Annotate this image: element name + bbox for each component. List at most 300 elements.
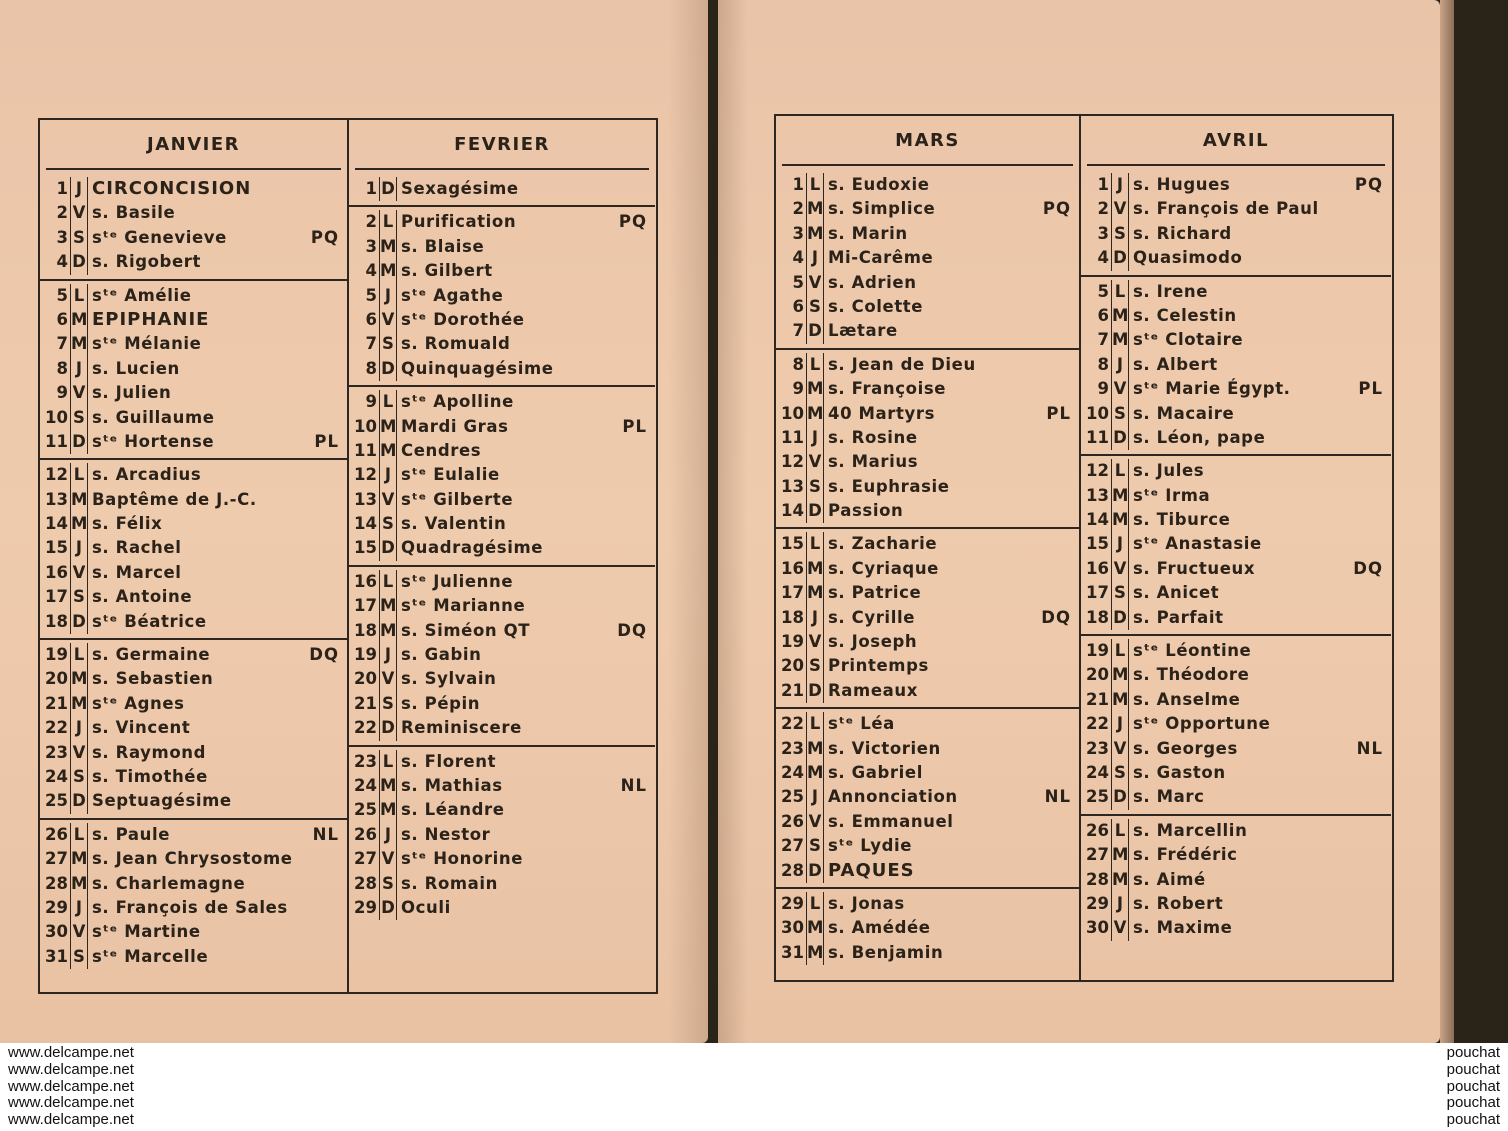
day-number: 28 bbox=[1086, 869, 1109, 889]
saint-name: CIRCONCISION bbox=[92, 178, 252, 199]
day-row bbox=[40, 284, 347, 308]
day-number: 10 bbox=[781, 403, 804, 423]
day-row bbox=[1081, 353, 1391, 377]
weekday-letter: D bbox=[806, 319, 824, 343]
weekday-letter: D bbox=[70, 250, 88, 274]
day-number: 4 bbox=[1097, 248, 1109, 268]
right-page bbox=[718, 0, 1440, 1043]
saint-name: s. Tiburce bbox=[1133, 510, 1231, 530]
day-row bbox=[349, 463, 655, 487]
weekday-letter: M bbox=[70, 512, 88, 536]
weekday-letter: M bbox=[806, 402, 824, 426]
day-number: 27 bbox=[45, 849, 68, 869]
day-row bbox=[1081, 557, 1391, 581]
day-number: 23 bbox=[781, 738, 804, 758]
saint-name: sᵗᵉ Gilberte bbox=[401, 489, 514, 509]
day-row bbox=[776, 353, 1079, 377]
saint-name: s. Paule bbox=[92, 824, 171, 844]
day-row bbox=[40, 381, 347, 405]
saint-name: s. Léandre bbox=[401, 800, 505, 820]
saint-name: s. François de Sales bbox=[92, 897, 288, 917]
day-number: 31 bbox=[45, 946, 68, 966]
saint-name: s. Jules bbox=[1133, 461, 1205, 481]
day-number: 1 bbox=[792, 175, 804, 194]
day-number: 3 bbox=[792, 223, 804, 243]
weekday-letter: S bbox=[379, 872, 397, 896]
calendar-table-march-april bbox=[774, 114, 1394, 982]
day-number: 28 bbox=[781, 860, 804, 880]
saint-name: s. Timothée bbox=[92, 766, 208, 786]
weekday-letter: J bbox=[806, 426, 824, 450]
moon-phase: PQ bbox=[1354, 175, 1383, 194]
week-block bbox=[349, 174, 655, 207]
saint-name: Lætare bbox=[828, 321, 898, 341]
weekday-letter: V bbox=[806, 630, 824, 654]
moon-phase: PQ bbox=[1042, 199, 1071, 219]
week-block bbox=[40, 174, 347, 281]
day-row bbox=[1081, 639, 1391, 663]
weekday-letter: M bbox=[806, 761, 824, 785]
weekday-letter: J bbox=[379, 284, 397, 308]
weekday-letter: J bbox=[70, 896, 88, 920]
day-number: 23 bbox=[354, 751, 377, 771]
month-title: MARS bbox=[895, 129, 960, 151]
saint-name: s. Charlemagne bbox=[92, 873, 246, 893]
saint-name: s. Cyriaque bbox=[828, 558, 939, 578]
day-row bbox=[776, 426, 1079, 450]
week-block bbox=[1081, 636, 1391, 816]
day-number: 21 bbox=[781, 680, 804, 700]
day-row bbox=[349, 896, 655, 920]
day-row bbox=[349, 716, 655, 740]
saint-name: sᵗᵉ Léontine bbox=[1133, 641, 1252, 661]
saint-name: Mardi Gras bbox=[401, 416, 509, 436]
day-number: 25 bbox=[1086, 787, 1109, 807]
day-row bbox=[349, 594, 655, 618]
day-row bbox=[776, 295, 1079, 319]
week-block bbox=[776, 350, 1079, 530]
day-number: 3 bbox=[56, 227, 68, 247]
day-row bbox=[776, 377, 1079, 401]
saint-name: s. Jean Chrysostome bbox=[92, 849, 293, 869]
day-number: 24 bbox=[1086, 762, 1109, 782]
saint-name: s. Pépin bbox=[401, 693, 481, 713]
weekday-letter: D bbox=[1111, 246, 1129, 270]
weekday-letter: V bbox=[70, 561, 88, 585]
day-row bbox=[776, 630, 1079, 654]
weekday-letter: J bbox=[1111, 532, 1129, 556]
day-row bbox=[776, 941, 1079, 965]
day-row bbox=[40, 585, 347, 609]
weekday-letter: S bbox=[1111, 222, 1129, 246]
day-number: 27 bbox=[781, 836, 804, 856]
saint-name: s. Marc bbox=[1133, 787, 1205, 807]
day-row bbox=[776, 834, 1079, 858]
weekday-letter: L bbox=[1111, 639, 1129, 663]
day-row bbox=[349, 439, 655, 463]
day-number: 14 bbox=[1086, 510, 1109, 530]
month-column-janvier bbox=[40, 120, 347, 992]
day-number: 29 bbox=[781, 893, 804, 913]
saint-name: sᵗᵉ Agnes bbox=[92, 693, 185, 713]
day-row bbox=[776, 450, 1079, 474]
day-row bbox=[1081, 916, 1391, 940]
day-row bbox=[1081, 173, 1391, 197]
day-number: 18 bbox=[354, 620, 377, 640]
day-row bbox=[1081, 246, 1391, 270]
day-number: 4 bbox=[56, 252, 68, 272]
weekday-letter: D bbox=[379, 177, 397, 201]
weekday-letter: L bbox=[70, 643, 88, 667]
day-number: 26 bbox=[1086, 820, 1109, 840]
weekday-letter: S bbox=[806, 834, 824, 858]
day-row bbox=[776, 271, 1079, 295]
weekday-letter: D bbox=[70, 430, 88, 454]
weekday-letter: V bbox=[806, 271, 824, 295]
day-row bbox=[349, 488, 655, 512]
watermark-line: pouchat bbox=[1446, 1111, 1500, 1129]
day-number: 26 bbox=[354, 824, 377, 844]
day-number: 11 bbox=[781, 427, 804, 447]
moon-phase: NL bbox=[312, 824, 339, 844]
weekday-letter: D bbox=[379, 896, 397, 920]
day-number: 17 bbox=[45, 587, 68, 607]
day-number: 5 bbox=[56, 285, 68, 305]
saint-name: Septuagésime bbox=[92, 791, 232, 811]
moon-phase: DQ bbox=[1353, 558, 1383, 578]
day-number: 16 bbox=[45, 562, 68, 582]
day-number: 20 bbox=[781, 656, 804, 676]
moon-phase: PQ bbox=[618, 212, 647, 232]
day-row bbox=[349, 619, 655, 643]
saint-name: s. Frédéric bbox=[1133, 845, 1238, 865]
saint-name: s. Adrien bbox=[828, 272, 917, 292]
weekday-letter: M bbox=[806, 197, 824, 221]
weekday-letter: M bbox=[70, 847, 88, 871]
day-number: 22 bbox=[45, 718, 68, 738]
weekday-letter: D bbox=[379, 716, 397, 740]
day-row bbox=[40, 201, 347, 225]
weekday-letter: D bbox=[379, 536, 397, 560]
saint-name: s. Guillaume bbox=[92, 407, 215, 427]
day-row bbox=[776, 222, 1079, 246]
month-title: FEVRIER bbox=[454, 133, 550, 155]
day-number: 7 bbox=[56, 334, 68, 354]
day-number: 16 bbox=[1086, 558, 1109, 578]
day-row bbox=[349, 390, 655, 414]
day-row bbox=[1081, 280, 1391, 304]
day-row bbox=[1081, 712, 1391, 736]
saint-name: s. Anselme bbox=[1133, 689, 1241, 709]
day-number: 22 bbox=[781, 714, 804, 734]
saint-name: s. Florent bbox=[401, 751, 497, 771]
day-row bbox=[1081, 868, 1391, 892]
watermark-line: www.delcampe.net bbox=[8, 1044, 134, 1061]
month-column-mars bbox=[776, 116, 1079, 980]
saint-name: s. Parfait bbox=[1133, 607, 1224, 627]
day-row bbox=[349, 750, 655, 774]
moon-phase: PL bbox=[314, 431, 339, 451]
saint-name: Sexagésime bbox=[401, 179, 519, 198]
day-row bbox=[776, 737, 1079, 761]
day-number: 8 bbox=[792, 354, 804, 374]
day-row bbox=[349, 774, 655, 798]
saint-name: Oculi bbox=[401, 897, 451, 917]
day-row bbox=[776, 402, 1079, 426]
weekday-letter: V bbox=[1111, 557, 1129, 581]
saint-name: s. Victorien bbox=[828, 738, 941, 758]
watermark-line: www.delcampe.net bbox=[8, 1077, 134, 1095]
day-row bbox=[776, 581, 1079, 605]
calendar-table-january-february bbox=[38, 118, 658, 994]
day-number: 7 bbox=[792, 321, 804, 341]
saint-name: s. Gabriel bbox=[828, 762, 923, 782]
day-number: 26 bbox=[45, 824, 68, 844]
weekday-letter: L bbox=[806, 892, 824, 916]
day-number: 5 bbox=[792, 272, 804, 292]
saint-name: Passion bbox=[828, 501, 904, 521]
day-row bbox=[1081, 304, 1391, 328]
weekday-letter: D bbox=[806, 499, 824, 523]
weekday-letter: M bbox=[1111, 688, 1129, 712]
weekday-letter: J bbox=[1111, 353, 1129, 377]
weekday-letter: M bbox=[806, 222, 824, 246]
day-number: 14 bbox=[354, 514, 377, 534]
day-number: 24 bbox=[354, 775, 377, 795]
saint-name: s. Rosine bbox=[828, 427, 918, 447]
day-row bbox=[40, 177, 347, 201]
day-number: 25 bbox=[45, 791, 68, 811]
saint-name: s. Gaston bbox=[1133, 762, 1226, 782]
saint-name: s. Cyrille bbox=[828, 607, 915, 627]
day-number: 16 bbox=[354, 571, 377, 591]
day-number: 30 bbox=[45, 922, 68, 942]
day-row bbox=[776, 859, 1079, 883]
day-number: 5 bbox=[365, 285, 377, 305]
weekday-letter: V bbox=[1111, 377, 1129, 401]
day-row bbox=[1081, 532, 1391, 556]
weekday-letter: S bbox=[70, 585, 88, 609]
day-number: 21 bbox=[354, 693, 377, 713]
saint-name: s. Blaise bbox=[401, 236, 485, 256]
day-row bbox=[1081, 606, 1391, 630]
saint-name: s. Marius bbox=[828, 452, 919, 472]
saint-name: Printemps bbox=[828, 656, 929, 676]
saint-name: s. Euphrasie bbox=[828, 476, 950, 496]
day-row bbox=[1081, 508, 1391, 532]
saint-name: s. Colette bbox=[828, 296, 924, 316]
weekday-letter: M bbox=[1111, 508, 1129, 532]
day-number: 19 bbox=[1086, 641, 1109, 661]
day-number: 31 bbox=[781, 942, 804, 962]
watermark-left bbox=[8, 1045, 134, 1129]
saint-name: Purification bbox=[401, 212, 517, 232]
day-row bbox=[40, 847, 347, 871]
saint-name: sᵗᵉ Clotaire bbox=[1133, 330, 1244, 350]
moon-phase: DQ bbox=[309, 645, 339, 665]
day-row bbox=[776, 916, 1079, 940]
day-number: 23 bbox=[45, 742, 68, 762]
day-row bbox=[776, 892, 1079, 916]
day-number: 6 bbox=[56, 309, 68, 329]
saint-name: s. Joseph bbox=[828, 632, 918, 652]
week-block bbox=[1081, 456, 1391, 636]
week-block bbox=[349, 387, 655, 567]
day-row bbox=[40, 536, 347, 560]
day-row bbox=[1081, 761, 1391, 785]
day-number: 13 bbox=[781, 476, 804, 496]
weeks-list bbox=[1081, 170, 1391, 945]
week-block bbox=[40, 460, 347, 640]
saint-name: s. Sebastien bbox=[92, 669, 214, 689]
weekday-letter: M bbox=[70, 872, 88, 896]
weekday-letter: M bbox=[70, 332, 88, 356]
weekday-letter: S bbox=[806, 475, 824, 499]
day-row bbox=[349, 872, 655, 896]
weekday-letter: L bbox=[379, 750, 397, 774]
day-number: 19 bbox=[354, 645, 377, 665]
moon-phase: NL bbox=[1044, 787, 1071, 807]
weekday-letter: V bbox=[70, 201, 88, 225]
weekday-letter: M bbox=[379, 259, 397, 283]
day-row bbox=[40, 357, 347, 381]
day-row bbox=[40, 872, 347, 896]
moon-phase: NL bbox=[620, 775, 647, 795]
weekday-letter: S bbox=[1111, 581, 1129, 605]
weekday-letter: M bbox=[1111, 843, 1129, 867]
saint-name: sᵗᵉ Apolline bbox=[401, 392, 514, 412]
saint-name: sᵗᵉ Opportune bbox=[1133, 714, 1271, 734]
week-block bbox=[1081, 170, 1391, 277]
day-row bbox=[40, 716, 347, 740]
saint-name: Quadragésime bbox=[401, 538, 544, 558]
weekday-letter: V bbox=[806, 450, 824, 474]
saint-name: s. Hugues bbox=[1133, 175, 1231, 194]
day-number: 2 bbox=[365, 212, 377, 232]
saint-name: s. Antoine bbox=[92, 587, 193, 607]
saint-name: s. Fructueux bbox=[1133, 558, 1256, 578]
weekday-letter: M bbox=[1111, 663, 1129, 687]
saint-name: s. Robert bbox=[1133, 893, 1224, 913]
saint-name: s. Benjamin bbox=[828, 942, 944, 962]
saint-name: s. Jean de Dieu bbox=[828, 354, 976, 374]
week-block bbox=[349, 567, 655, 747]
day-number: 30 bbox=[781, 918, 804, 938]
day-number: 10 bbox=[45, 407, 68, 427]
saint-name: s. Valentin bbox=[401, 514, 507, 534]
day-number: 29 bbox=[1086, 893, 1109, 913]
day-row bbox=[776, 475, 1079, 499]
weekday-letter: V bbox=[70, 741, 88, 765]
saint-name: sᵗᵉ Martine bbox=[92, 922, 201, 942]
day-number: 2 bbox=[792, 199, 804, 219]
month-column-fevrier bbox=[349, 120, 655, 992]
saint-name: s. Eudoxie bbox=[828, 175, 930, 194]
day-number: 4 bbox=[792, 248, 804, 268]
watermark-line: www.delcampe.net bbox=[8, 1111, 134, 1129]
saint-name: s. Gabin bbox=[401, 645, 482, 665]
day-row bbox=[1081, 785, 1391, 809]
month-title: AVRIL bbox=[1202, 129, 1270, 151]
day-row bbox=[40, 920, 347, 944]
weekday-letter: D bbox=[806, 679, 824, 703]
day-number: 21 bbox=[1086, 689, 1109, 709]
day-number: 18 bbox=[1086, 607, 1109, 627]
day-row bbox=[40, 406, 347, 430]
weekday-letter: M bbox=[1111, 484, 1129, 508]
saint-name: s. Germaine bbox=[92, 645, 211, 665]
day-number: 13 bbox=[45, 489, 68, 509]
day-row bbox=[776, 557, 1079, 581]
weekday-letter: J bbox=[379, 643, 397, 667]
day-number: 5 bbox=[1097, 281, 1109, 301]
day-number: 1 bbox=[1097, 175, 1109, 194]
day-number: 15 bbox=[1086, 534, 1109, 554]
day-row bbox=[349, 284, 655, 308]
day-row bbox=[1081, 819, 1391, 843]
saint-name: s. Richard bbox=[1133, 223, 1232, 243]
weekday-letter: V bbox=[379, 308, 397, 332]
weekday-letter: J bbox=[70, 357, 88, 381]
weekday-letter: M bbox=[806, 941, 824, 965]
saint-name: s. Romuald bbox=[401, 334, 511, 354]
day-row bbox=[40, 610, 347, 634]
weekday-letter: J bbox=[1111, 173, 1129, 197]
day-number: 12 bbox=[45, 465, 68, 485]
day-number: 9 bbox=[56, 383, 68, 403]
day-number: 3 bbox=[365, 236, 377, 256]
weekday-letter: J bbox=[379, 823, 397, 847]
day-row bbox=[1081, 663, 1391, 687]
watermark-line: pouchat bbox=[1446, 1044, 1500, 1061]
saint-name: Mi-Carême bbox=[828, 248, 934, 268]
day-row bbox=[349, 643, 655, 667]
left-page bbox=[0, 0, 708, 1043]
weekday-letter: S bbox=[1111, 761, 1129, 785]
day-row bbox=[40, 692, 347, 716]
moon-phase: PL bbox=[622, 416, 647, 436]
day-number: 6 bbox=[365, 309, 377, 329]
weekday-letter: S bbox=[70, 406, 88, 430]
saint-name: s. Basile bbox=[92, 203, 176, 223]
day-number: 26 bbox=[781, 811, 804, 831]
day-row bbox=[349, 177, 655, 201]
day-row bbox=[776, 810, 1079, 834]
saint-name: s. Irene bbox=[1133, 281, 1209, 301]
day-number: 13 bbox=[1086, 485, 1109, 505]
day-number: 29 bbox=[45, 897, 68, 917]
weekday-letter: J bbox=[1111, 892, 1129, 916]
weekday-letter: V bbox=[806, 810, 824, 834]
saint-name: s. Emmanuel bbox=[828, 811, 954, 831]
day-row bbox=[1081, 737, 1391, 761]
weekday-letter: L bbox=[70, 463, 88, 487]
day-number: 8 bbox=[56, 358, 68, 378]
saint-name: s. Lucien bbox=[92, 358, 180, 378]
saint-name: s. Zacharie bbox=[828, 534, 938, 554]
day-row bbox=[776, 654, 1079, 678]
weekday-letter: M bbox=[379, 594, 397, 618]
day-number: 15 bbox=[45, 538, 68, 558]
saint-name: s. Jonas bbox=[828, 893, 905, 913]
weekday-letter: J bbox=[70, 716, 88, 740]
day-number: 2 bbox=[56, 203, 68, 223]
weekday-letter: M bbox=[379, 415, 397, 439]
day-row bbox=[40, 332, 347, 356]
saint-name: sᵗᵉ Anastasie bbox=[1133, 534, 1262, 554]
saint-name: s. Maxime bbox=[1133, 918, 1233, 938]
weekday-letter: V bbox=[379, 667, 397, 691]
